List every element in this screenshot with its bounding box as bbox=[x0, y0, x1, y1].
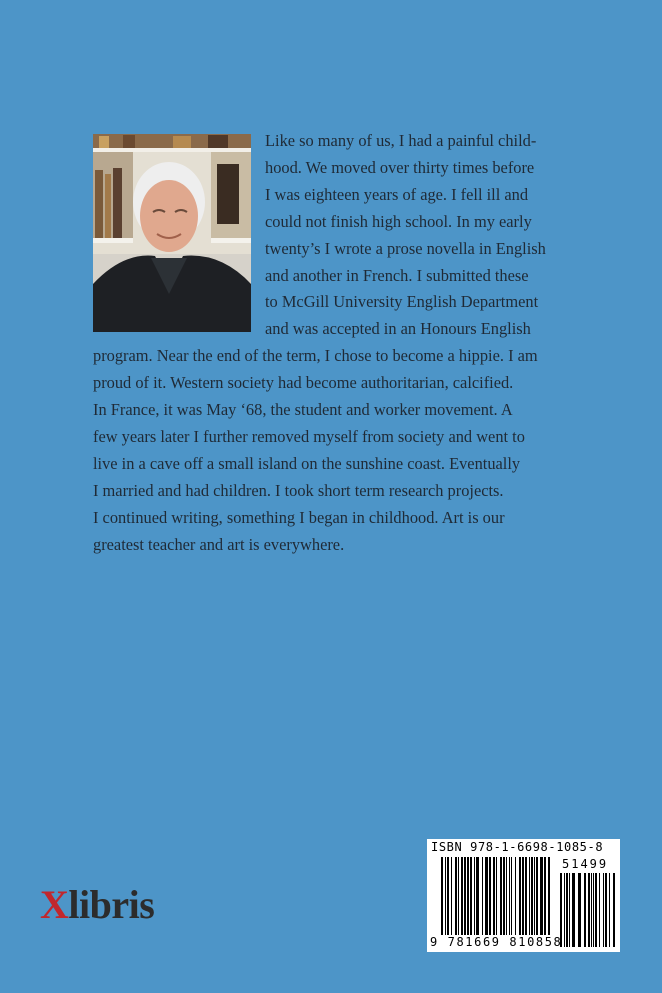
bio-line: and was accepted in an Honours English bbox=[265, 319, 531, 339]
barcode-bar bbox=[467, 857, 469, 935]
barcode-bar bbox=[572, 873, 575, 947]
barcode-bar bbox=[522, 857, 524, 935]
bio-line: program. Near the end of the term, I chose to become a hippie. I am bbox=[93, 346, 538, 366]
barcode-bar bbox=[569, 873, 570, 947]
bio-line: could not finish high school. In my early bbox=[265, 211, 532, 231]
barcode-bar bbox=[599, 873, 600, 947]
barcode-bar bbox=[529, 857, 530, 935]
barcode-bar bbox=[482, 857, 483, 935]
bio-line: In France, it was May ‘68, the student and worker movement. A bbox=[93, 400, 513, 420]
logo-text: libris bbox=[68, 882, 155, 927]
ean-digits: 9 781669 810858 bbox=[430, 935, 563, 949]
barcode-bar bbox=[489, 857, 491, 935]
bio-line: hood. We moved over thirty times before bbox=[265, 157, 535, 177]
barcode-bar bbox=[455, 857, 457, 935]
bio-line: to McGill University English Department bbox=[265, 292, 539, 312]
barcode-bar bbox=[564, 873, 565, 947]
barcode-bar bbox=[451, 857, 452, 935]
bio-line: and another in French. I submitted these bbox=[265, 265, 529, 285]
barcode-bar bbox=[515, 857, 516, 935]
barcode-bar bbox=[485, 857, 488, 935]
barcode-bar bbox=[609, 873, 610, 947]
bio-line: I continued writing, something I began in childhood. Art is our bbox=[93, 507, 505, 527]
isbn-barcode bbox=[427, 839, 620, 952]
bio-line: twenty’s I wrote a prose novella in English bbox=[265, 238, 546, 258]
barcode-bar bbox=[474, 857, 475, 935]
barcode-bar bbox=[506, 857, 507, 935]
logo-x: X bbox=[40, 882, 69, 927]
barcode-bar bbox=[578, 873, 581, 947]
barcode-bar bbox=[503, 857, 505, 935]
barcode-bar bbox=[591, 873, 592, 947]
barcode-bar bbox=[536, 857, 538, 935]
barcode-bar bbox=[584, 873, 586, 947]
barcode-bar bbox=[525, 857, 527, 935]
bio-line: greatest teacher and art is everywhere. bbox=[93, 534, 345, 554]
barcode-bar bbox=[540, 857, 543, 935]
barcode-bar bbox=[588, 873, 590, 947]
addon-digits: 51499 bbox=[562, 857, 609, 871]
barcode-bar bbox=[476, 857, 479, 935]
bio-line: I was eighteen years of age. I fell ill and bbox=[265, 184, 529, 204]
barcode-bar bbox=[511, 857, 512, 935]
bio-line: I married and had children. I took short term research projects. bbox=[93, 480, 504, 500]
barcode-bar bbox=[461, 857, 463, 935]
barcode-bar bbox=[605, 873, 607, 947]
barcode-bar bbox=[464, 857, 466, 935]
barcode-bar bbox=[470, 857, 472, 935]
barcode-bar bbox=[493, 857, 495, 935]
barcode-bar bbox=[534, 857, 535, 935]
barcode-bar bbox=[603, 873, 604, 947]
bio-line: Like so many of us, I had a painful child- bbox=[265, 131, 537, 150]
barcode-bar bbox=[548, 857, 550, 935]
barcode-bar bbox=[500, 857, 502, 935]
barcode-bar bbox=[447, 857, 449, 935]
barcode-bar bbox=[595, 873, 597, 947]
barcode-bar bbox=[566, 873, 568, 947]
bio-line: live in a cave off a small island on the sunshine coast. Eventually bbox=[93, 453, 521, 473]
isbn-label: ISBN 978-1-6698-1085-8 bbox=[431, 840, 604, 854]
barcode-bar bbox=[441, 857, 443, 935]
bio-line: few years later I further removed myself from society and went to bbox=[93, 426, 525, 446]
bio-line: proud of it. Western society had become authoritarian, calcified. bbox=[93, 373, 514, 393]
barcode-bar bbox=[458, 857, 459, 935]
barcode-bar bbox=[519, 857, 521, 935]
barcode-bar bbox=[613, 873, 615, 947]
author-bio bbox=[93, 128, 571, 559]
barcode-bar bbox=[509, 857, 510, 935]
barcode-bar bbox=[496, 857, 497, 935]
barcode-bar bbox=[544, 857, 546, 935]
publisher-logo bbox=[40, 882, 155, 927]
barcode-bar bbox=[531, 857, 533, 935]
barcode-bar bbox=[593, 873, 594, 947]
barcode-bar bbox=[445, 857, 446, 935]
